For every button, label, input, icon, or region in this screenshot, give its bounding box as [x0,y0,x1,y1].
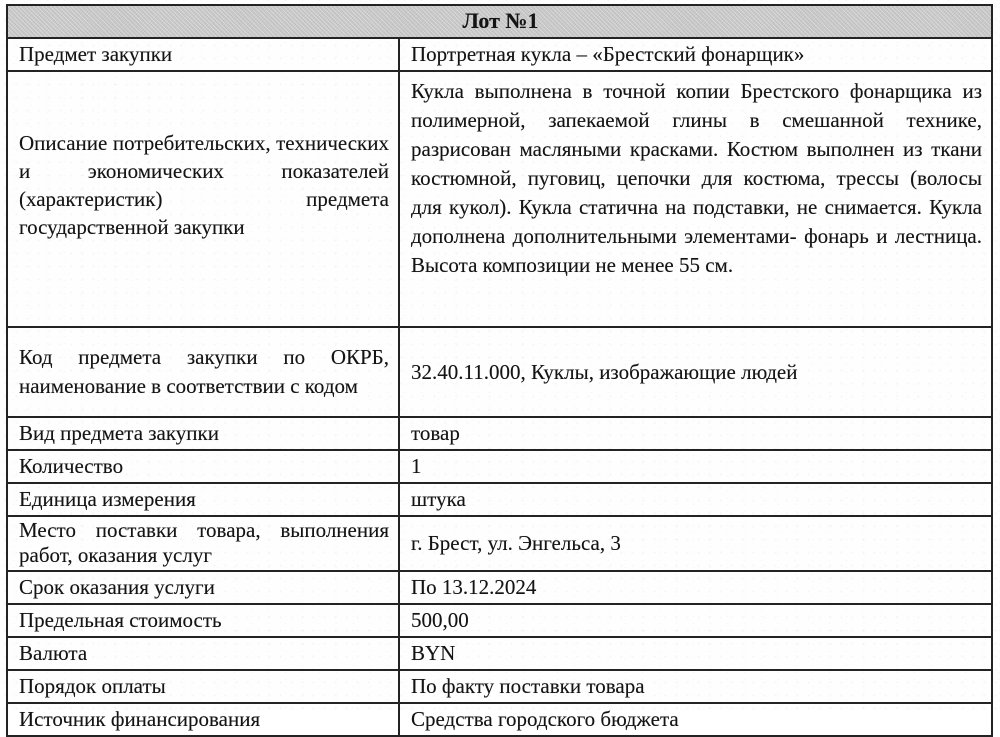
row-label-max-price: Предельная стоимость [7,604,399,637]
row-label-service-term: Срок оказания услуги [7,571,399,604]
row-value-unit: штука [399,483,992,516]
row-value-okrb-code: 32.40.11.000, Куклы, изображающие людей [399,327,992,417]
row-value-max-price: 500,00 [399,604,992,637]
row-value-payment-order: По факту поставки товара [399,670,992,703]
row-value-description: Кукла выполнена в точной копии Брестского фонарщика из полимерной, запекаемой глины в смешанной технике, разрисован масляными красками. Костюм выполнен из ткани костюмной, пуговиц, цепочки для костюма, трессы (волосы для кукол). Кукла статична на подставки, не снимается. Кукла дополнена дополнительными элементами- фонарь и лестница. Высота композиции не менее 55 см. [399,71,992,327]
row-label-delivery-place: Место поставки товара, выполнения работ, оказания услуг [7,516,399,571]
row-value-funding-source: Средства городского бюджета [399,703,992,736]
table-row [7,327,992,417]
table-row [7,571,992,604]
row-value-quantity: 1 [399,450,992,483]
table-row [7,670,992,703]
row-label-subject: Предмет закупки [7,38,399,71]
row-label-funding-source: Источник финансирования [7,703,399,736]
row-label-payment-order: Порядок оплаты [7,670,399,703]
table-row [7,516,992,571]
table-row [7,637,992,670]
row-label-okrb-code: Код предмета закупки по ОКРБ, наименование в соответствии с кодом [7,327,399,417]
row-label-quantity: Количество [7,450,399,483]
row-label-currency: Валюта [7,637,399,670]
row-label-kind: Вид предмета закупки [7,417,399,450]
row-value-service-term: По 13.12.2024 [399,571,992,604]
row-value-delivery-place: г. Брест, ул. Энгельса, 3 [399,516,992,571]
procurement-lot-table [6,4,993,737]
row-value-subject: Портретная кукла – «Брестский фонарщик» [399,38,992,71]
row-label-description: Описание потребительских, технических и экономических показателей (характеристик) предмета государственной закупки [7,71,399,327]
table-row [7,38,992,71]
table-row [7,604,992,637]
row-value-currency: BYN [399,637,992,670]
row-label-unit: Единица измерения [7,483,399,516]
table-row [7,450,992,483]
lot-title: Лот №1 [7,5,992,38]
table-row [7,703,992,736]
table-row [7,71,992,327]
row-value-kind: товар [399,417,992,450]
table-row [7,417,992,450]
table-row [7,5,992,38]
table-row [7,483,992,516]
